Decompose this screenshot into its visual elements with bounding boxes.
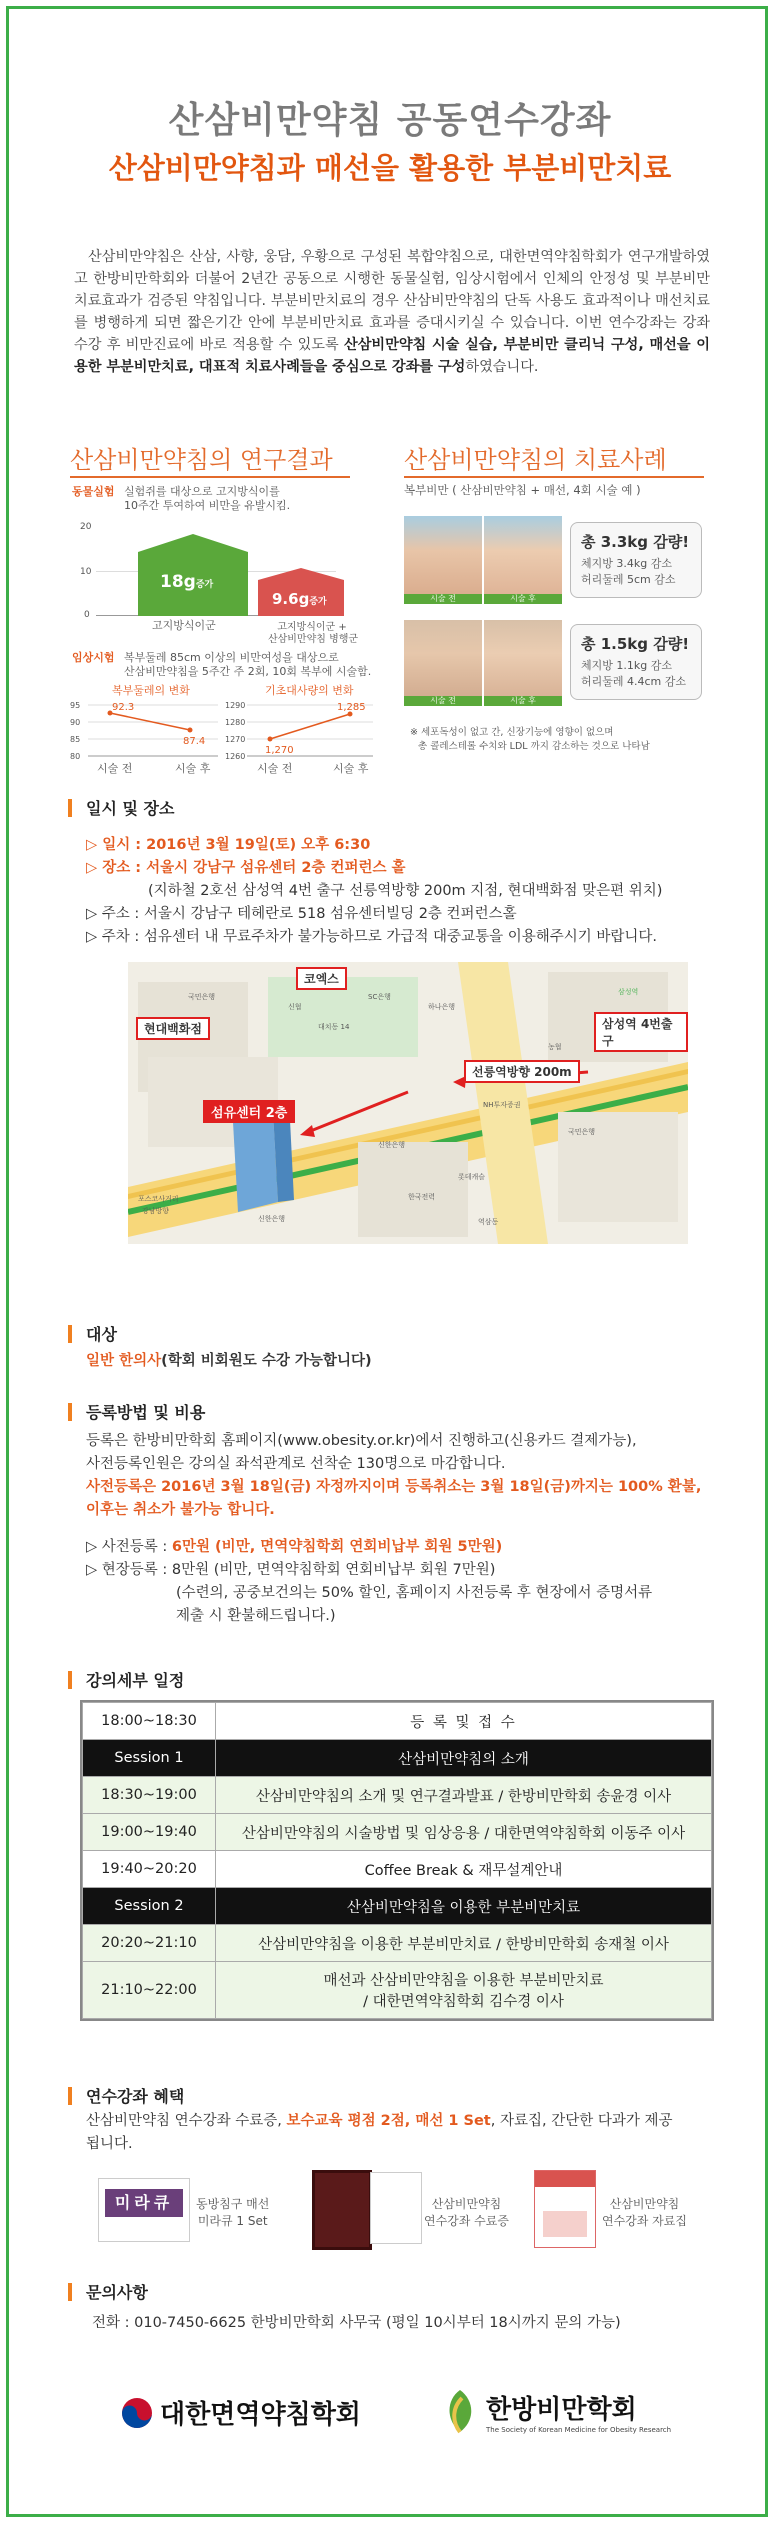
- section-bar: [68, 1325, 72, 1343]
- case1-title: 총 3.3kg 감량!: [581, 533, 690, 551]
- waist-tick: 90: [70, 718, 81, 727]
- clinical-label: 임상시험: [72, 651, 115, 664]
- schedule-desc: Coffee Break & 재무설계안내: [216, 1851, 712, 1888]
- research-heading: 산삼비만약침의 연구결과: [70, 446, 333, 474]
- research-underline: [70, 476, 350, 478]
- miracue-logo: 미라큐: [105, 2189, 183, 2217]
- schedule-time: Session 1: [83, 1740, 216, 1777]
- section-target: [68, 1322, 117, 1345]
- map-poi: 농협: [548, 1043, 562, 1051]
- bmr-tick: 1290: [225, 701, 246, 710]
- section-title: 연수강좌 혜택: [86, 2087, 185, 2106]
- waist-before-label: 92.3: [112, 702, 135, 713]
- case2-title: 총 1.5kg 감량!: [581, 635, 690, 653]
- program-table: [82, 1702, 712, 2019]
- schedule-time: 18:30~19:00: [83, 1777, 216, 1814]
- section-contact: [68, 2280, 148, 2303]
- bmr-tick: 1280: [225, 718, 246, 727]
- bar1-name: 고지방식이군: [152, 619, 216, 632]
- page-title: 산삼비만약침 공동연수강좌: [168, 100, 612, 141]
- section-bar: [68, 799, 72, 817]
- map-poi: 대치동 14: [318, 1023, 350, 1031]
- case2-after-tag: 시술 후: [484, 696, 562, 706]
- bmr-chart-title: 기초대사량의 변화: [265, 684, 354, 697]
- schedule-desc: 매선과 산삼비만약침을 이용한 부분비만치료 / 대한면역약침학회 김수경 이사: [216, 1962, 712, 2019]
- schedule-desc: 등 록 및 접 수: [216, 1703, 712, 1740]
- animal-desc-2: 10주간 투여하여 비만을 유발시킴.: [124, 499, 291, 512]
- animal-label: 동물실험: [72, 485, 115, 498]
- section-title: 강의세부 일정: [86, 1671, 185, 1690]
- schedule-row: [83, 1851, 712, 1888]
- map-poi: SC은행: [368, 993, 391, 1001]
- map-label-exit4: 삼성역 4번출구: [594, 1012, 688, 1052]
- case1-line1: 체지방 3.4kg 감소: [581, 557, 672, 570]
- schedule-row: [83, 1962, 712, 2019]
- case2-photo-after: [484, 620, 562, 704]
- waist-tick: 85: [70, 735, 81, 744]
- animal-desc-1: 실험쥐를 대상으로 고지방식이를: [124, 485, 280, 498]
- map-poi: 롯데캐슬: [458, 1173, 486, 1181]
- clinical-desc-2: 산삼비만약침을 5주간 주 2회, 10회 복부에 시술함.: [124, 665, 372, 678]
- axis-tick: 20: [80, 522, 92, 532]
- section-schedule-place: [68, 796, 174, 819]
- reg-onsite-3: 제출 시 환불해드립니다.): [176, 1608, 336, 1624]
- page-subtitle: 산삼비만약침과 매선을 활용한 부분비만치료: [108, 151, 672, 185]
- cases-note-1: ※ 세포독성이 없고 간, 신장기능에 영향이 없으며: [410, 727, 614, 738]
- schedule-desc: 산삼비만약침을 이용한 부분비만치료: [216, 1888, 712, 1925]
- case2-before-tag: 시술 전: [404, 696, 482, 706]
- case2-line2: 허리둘레 4.4cm 감소: [581, 675, 687, 688]
- intro-paragraph: [74, 246, 710, 378]
- section-bar: [68, 1671, 72, 1689]
- leaf-icon: [440, 2386, 480, 2436]
- case1-line2: 허리둘레 5cm 감소: [581, 573, 676, 586]
- map-poi: 국민은행: [568, 1128, 596, 1136]
- bmr-before-label: 1,270: [265, 745, 294, 756]
- map-label-center: 섬유센터 2층: [203, 1100, 295, 1123]
- bar2-name-2: 산삼비만약침 병행군: [267, 634, 359, 645]
- section-registration: [68, 1400, 205, 1423]
- reg-onsite-2: (수련의, 공중보건의는 50% 할인, 홈페이지 사전등록 후 현장에서 증명서류: [176, 1585, 653, 1601]
- schedule-time: 19:40~20:20: [83, 1851, 216, 1888]
- map-poi: 역삼동: [478, 1218, 499, 1226]
- map-poi: 한국전력: [408, 1193, 436, 1201]
- benefit-item-1: 동방침구 매선 미라큐 1 Set: [196, 2197, 270, 2228]
- schedule-desc: 산삼비만약침의 소개: [216, 1740, 712, 1777]
- benefit-item-3: 산삼비만약침 연수강좌 자료집: [602, 2197, 687, 2228]
- bar2-value: 9.6g증가: [272, 590, 327, 608]
- certificate-paper: [370, 2172, 422, 2244]
- schedule-row: [83, 1703, 712, 1740]
- map-poi: 국민은행: [188, 993, 216, 1001]
- bar1-value: 18g증가: [160, 572, 214, 592]
- schedule-row: [83, 1740, 712, 1777]
- map-poi: 신한은행: [378, 1141, 406, 1149]
- bmr-x-before: 시술 전: [257, 762, 293, 775]
- section-bar: [68, 1403, 72, 1421]
- footer-logo1-text: 대한면역약침학회: [160, 2400, 361, 2430]
- reg-onsite: ▷ 현장등록 : 8만원 (비만, 면역약침학회 연회비납부 회원 7만원): [86, 1562, 496, 1578]
- waist-x-after: 시술 후: [175, 762, 211, 775]
- schedule-desc: 산삼비만약침의 시술방법 및 임상응용 / 대한면역약침학회 이동주 이사: [216, 1814, 712, 1851]
- map-poi: 신협: [288, 1003, 302, 1011]
- case2-line1: 체지방 1.1kg 감소: [581, 659, 672, 672]
- case2-photo-before: [404, 620, 482, 704]
- case1-after-tag: 시술 후: [484, 594, 562, 604]
- waist-tick: 80: [70, 752, 81, 761]
- schedule-time: 18:00~18:30: [83, 1703, 216, 1740]
- benefit-item-2: 산삼비만약침 연수강좌 수료증: [424, 2197, 509, 2228]
- place-sub: (지하철 2호선 삼성역 4번 출구 선릉역방향 200m 지점, 현대백화점 맞은편 위치): [148, 883, 663, 899]
- intro-text: 산삼비만약침은 산삼, 사향, 웅담, 우황으로 구성된 복합약침으로, 대한면역약침학회가 연구개발하였고 한방비만학회와 더불어 2년간 공동으로 시행한 동물실험, 임상시험에서 인체의 안정성 및 부분비만치료효과가 검증된 약침입니다. 부분비만치료의 경우 산삼비만약침의 단독 사용도 효과적이나 매선치료를 병행하게 되면 짧은기간 안에 부분비만치료 효과를 증대시키실 수 있습니다. 이번 연수강좌는 강좌 수강 후 비만진료에 바로 적용할 수 있도록: [74, 249, 710, 353]
- section-program: [68, 1668, 184, 1691]
- schedule-row: [83, 1814, 712, 1851]
- footer-logo2-sub: The Society of Korean Medicine for Obesity Research: [486, 2425, 672, 2434]
- schedule-desc: 산삼비만약침의 소개 및 연구결과발표 / 한방비만학회 송윤경 이사: [216, 1777, 712, 1814]
- schedule-time: 21:10~22:00: [83, 1962, 216, 2019]
- program-table-wrap: [80, 1700, 714, 2021]
- clinical-desc-1: 복부둘레 85cm 이상의 비만여성을 대상으로: [124, 651, 339, 664]
- target-text: 일반 한의사(학회 비회원도 수강 가능합니다): [86, 1353, 372, 1369]
- bar2-name-1: 고지방식이군 +: [277, 622, 347, 633]
- waist-tick: 95: [70, 701, 81, 710]
- bmr-x-after: 시술 후: [333, 762, 369, 775]
- date-line: ▷ 일시 : 2016년 3월 19일(토) 오후 6:30: [86, 837, 371, 853]
- case2-result-box: [570, 624, 702, 700]
- reg-line-3: 사전등록은 2016년 3월 18일(금) 자정까지이며 등록취소는 3월 18일(금)까지는 100% 환불,: [86, 1479, 702, 1495]
- map-poi: NH투자증권: [483, 1101, 521, 1109]
- section-bar: [68, 2087, 72, 2105]
- cases-heading: 산삼비만약침의 치료사례: [404, 446, 667, 474]
- section-title: 문의사항: [86, 2283, 148, 2302]
- map-poi: 강남방향: [142, 1207, 170, 1215]
- section-title: 등록방법 및 비용: [86, 1403, 206, 1422]
- schedule-row: [83, 1777, 712, 1814]
- map-label-direction: 선릉역방향 200m: [464, 1060, 580, 1083]
- place-line: ▷ 장소 : 서울시 강남구 섬유센터 2층 컨퍼런스 홀: [86, 860, 406, 876]
- schedule-row: [83, 1888, 712, 1925]
- materials-book: [534, 2170, 596, 2248]
- reg-line-4: 이후는 취소가 불가능 합니다.: [86, 1502, 275, 1518]
- map-poi: 신한은행: [258, 1215, 286, 1223]
- map-poi: 삼성역: [618, 988, 639, 996]
- footer-logo2-textblock: [486, 2389, 671, 2434]
- footer-logo-immuno: [120, 2394, 361, 2431]
- contact-text: 전화 : 010-7450-6625 한방비만학회 사무국 (평일 10시부터 18시까지 문의 가능): [92, 2315, 621, 2331]
- section-title: 대상: [86, 1325, 117, 1344]
- axis-tick: 0: [84, 610, 90, 620]
- location-map[interactable]: [128, 962, 688, 1244]
- map-label-coex: 코엑스: [296, 967, 347, 990]
- book-band: [535, 2171, 595, 2187]
- animal-chart: [80, 520, 360, 630]
- waist-point-after: [188, 728, 193, 733]
- bmr-point-before: [268, 737, 273, 742]
- map-poi: 포스코사거리: [138, 1195, 179, 1203]
- intro-end: 하였습니다.: [465, 359, 539, 375]
- schedule-time: 19:00~19:40: [83, 1814, 216, 1851]
- case1-photo-after: [484, 516, 562, 602]
- bmr-after-label: 1,285: [337, 702, 366, 713]
- waist-chart-title: 복부둘레의 변화: [112, 684, 190, 697]
- schedule-row: [83, 1925, 712, 1962]
- bmr-tick: 1270: [225, 735, 246, 744]
- bmr-line: [270, 714, 350, 739]
- section-title: 일시 및 장소: [86, 799, 175, 818]
- map-label-hyundai: 현대백화점: [136, 1017, 210, 1040]
- cases-note-2: 총 콜레스테롤 수치와 LDL 까지 감소하는 것으로 나타남: [418, 741, 650, 752]
- intro-bold: 산삼비만약침 시술 실습, 부분비만 클리닉 구성, 매선을 이용한 부분비만치료, 대표적 치료사례들을 중심으로 강좌를 구성: [74, 337, 711, 375]
- schedule-desc: 산삼비만약침을 이용한 부분비만치료 / 한방비만학회 송재철 이사: [216, 1925, 712, 1962]
- certificate-image: [312, 2170, 372, 2250]
- taeguk-icon: [120, 2396, 154, 2430]
- schedule-time: 20:20~21:10: [83, 1925, 216, 1962]
- footer-logo-obesity: [440, 2386, 671, 2436]
- axis-tick: 10: [80, 567, 92, 577]
- address-line: ▷ 주소 : 서울시 강남구 테헤란로 518 섬유센터빌딩 2층 컨퍼런스홀: [86, 906, 517, 922]
- reg-line-2: 사전등록인원은 강의실 좌석관계로 선착순 130명으로 마감합니다.: [86, 1456, 506, 1472]
- bmr-tick: 1260: [225, 752, 246, 761]
- benefits-line-2: 됩니다.: [86, 2136, 133, 2152]
- book-art: [543, 2211, 587, 2237]
- case1-result-box: [570, 522, 702, 598]
- waist-x-before: 시술 전: [97, 762, 133, 775]
- cases-underline: [404, 476, 704, 478]
- waist-after-label: 87.4: [183, 736, 206, 747]
- parking-line: ▷ 주차 : 섬유센터 내 무료주차가 불가능하므로 가급적 대중교통을 이용해주시기 바랍니다.: [86, 929, 657, 945]
- schedule-time: Session 2: [83, 1888, 216, 1925]
- case1-before-tag: 시술 전: [404, 594, 482, 604]
- benefits-line-1: 산삼비만약침 연수강좌 수료증, 보수교육 평점 2점, 매선 1 Set, 자료집, 간단한 다과가 제공: [86, 2113, 673, 2129]
- map-poi: 하나은행: [428, 1003, 456, 1011]
- reg-pre: ▷ 사전등록 : 6만원 (비만, 면역약침학회 연회비납부 회원 5만원): [86, 1539, 503, 1555]
- reg-line-1: 등록은 한방비만학회 홈페이지(www.obesity.or.kr)에서 진행하고(신용카드 결제가능),: [86, 1433, 637, 1449]
- miracue-product: [98, 2178, 190, 2242]
- footer-logo2-text: 한방비만학회: [486, 2394, 637, 2425]
- section-benefits: [68, 2084, 184, 2107]
- section-bar: [68, 2283, 72, 2301]
- cases-desc: 복부비만 ( 산삼비만약침 + 매선, 4회 시술 예 ): [404, 483, 641, 497]
- case1-photo-before: [404, 516, 482, 602]
